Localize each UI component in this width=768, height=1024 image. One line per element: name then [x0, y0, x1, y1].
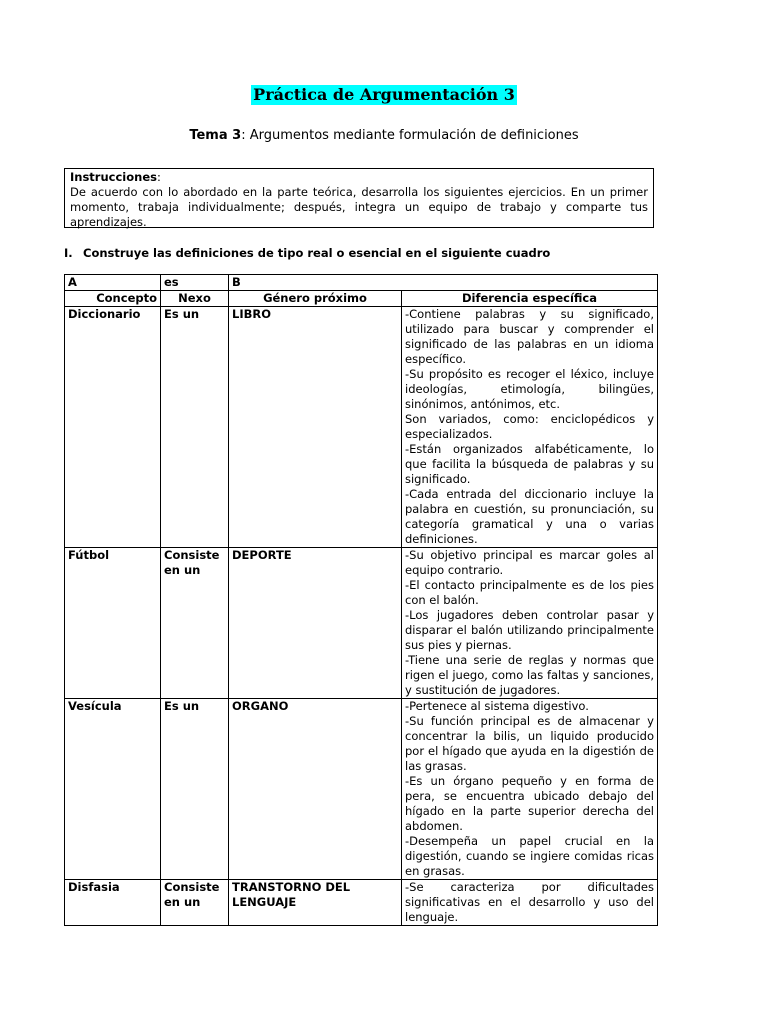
diferencia-line: -Contiene palabras y su significado, utilizado para buscar y comprender el significado de las palabras en un idioma específico. [405, 307, 654, 366]
diferencia-line: -Tiene una serie de reglas y normas que rigen el juego, como las faltas y sanciones, y sustitución de jugadores. [405, 653, 654, 697]
definitions-table [64, 274, 658, 926]
table-header-row [65, 291, 658, 307]
diferencia-cell [402, 880, 658, 926]
instructions-heading-suffix: : [156, 170, 161, 184]
diferencia-line: -Cada entrada del diccionario incluye la palabra en cuestión, su pronunciación, su categoría gramatical y una o varias definiciones. [405, 487, 654, 546]
diferencia-cell [402, 699, 658, 880]
concepto-cell: Vesícula [65, 699, 161, 880]
diferencia-line: Son variados, como: enciclopédicos y especializados. [405, 412, 654, 441]
table-row [65, 880, 658, 926]
nexo-cell: Es un [161, 699, 229, 880]
table-row [65, 548, 658, 699]
diferencia-line: -Su propósito es recoger el léxico, incluye ideologías, etimología, bilingües, sinónimos, antónimos, etc. [405, 367, 654, 411]
section-number: I. [64, 246, 73, 260]
diferencia-line: -Se caracteriza por dificultades significativas en el desarrollo y uso del lenguaje. [405, 880, 654, 924]
diferencia-cell [402, 307, 658, 548]
section-text: Construye las definiciones de tipo real o esencial en el siguiente cuadro [83, 246, 551, 260]
table-row [65, 307, 658, 548]
genero-cell: LIBRO [229, 307, 402, 548]
diferencia-line: -Su función principal es de almacenar y concentrar la bilis, un liquido producido por el hígado que ayuda en la digestión de las grasas. [405, 714, 654, 773]
nexo-cell: Es un [161, 307, 229, 548]
top-cell-a: A [65, 275, 161, 291]
table-row [65, 699, 658, 880]
instructions-heading: Instrucciones [70, 170, 157, 184]
header-diferencia: Diferencia específica [402, 291, 658, 307]
genero-cell: DEPORTE [229, 548, 402, 699]
header-nexo: Nexo [161, 291, 229, 307]
instructions-body: De acuerdo con lo abordado en la parte teórica, desarrolla los siguientes ejercicios. En un primer momento, trabaja individualmente; después, integra un equipo de trabajo y comparte tus aprendizajes. [70, 185, 648, 229]
concepto-cell: Diccionario [65, 307, 161, 548]
diferencia-line: -Pertenece al sistema digestivo. [405, 699, 589, 713]
diferencia-line: -El contacto principalmente es de los pies con el balón. [405, 578, 654, 607]
top-cell-b: B [229, 275, 658, 291]
title-container [0, 85, 768, 105]
nexo-cell: Consiste en un [161, 880, 229, 926]
diferencia-line: -Están organizados alfabéticamente, lo que facilita la búsqueda de palabras y su significado. [405, 442, 654, 486]
top-cell-es: es [161, 275, 229, 291]
instructions-box [64, 168, 654, 228]
nexo-cell: Consiste en un [161, 548, 229, 699]
table-top-row [65, 275, 658, 291]
header-concepto: Concepto [65, 291, 161, 307]
diferencia-line: -Es un órgano pequeño y en forma de pera, se encuentra ubicado debajo del hígado en la parte superior derecha del abdomen. [405, 774, 654, 833]
section-heading [64, 246, 664, 260]
concepto-cell: Fútbol [65, 548, 161, 699]
diferencia-cell [402, 548, 658, 699]
genero-cell: TRANSTORNO DEL LENGUAJE [229, 880, 402, 926]
topic-line [0, 128, 768, 143]
genero-cell: ORGANO [229, 699, 402, 880]
diferencia-line: -Su objetivo principal es marcar goles al equipo contrario. [405, 548, 654, 577]
concepto-cell: Disfasia [65, 880, 161, 926]
topic-text: : Argumentos mediante formulación de definiciones [241, 128, 579, 143]
diferencia-line: -Los jugadores deben controlar pasar y disparar el balón utilizando principalmente sus pies y piernas. [405, 608, 654, 652]
diferencia-line: -Desempeña un papel crucial en la digestión, cuando se ingiere comidas ricas en grasas. [405, 834, 654, 878]
header-genero: Género próximo [229, 291, 402, 307]
definitions-table-body [65, 275, 658, 926]
topic-label: Tema 3 [189, 128, 242, 143]
document-title: Práctica de Argumentación 3 [253, 85, 515, 104]
